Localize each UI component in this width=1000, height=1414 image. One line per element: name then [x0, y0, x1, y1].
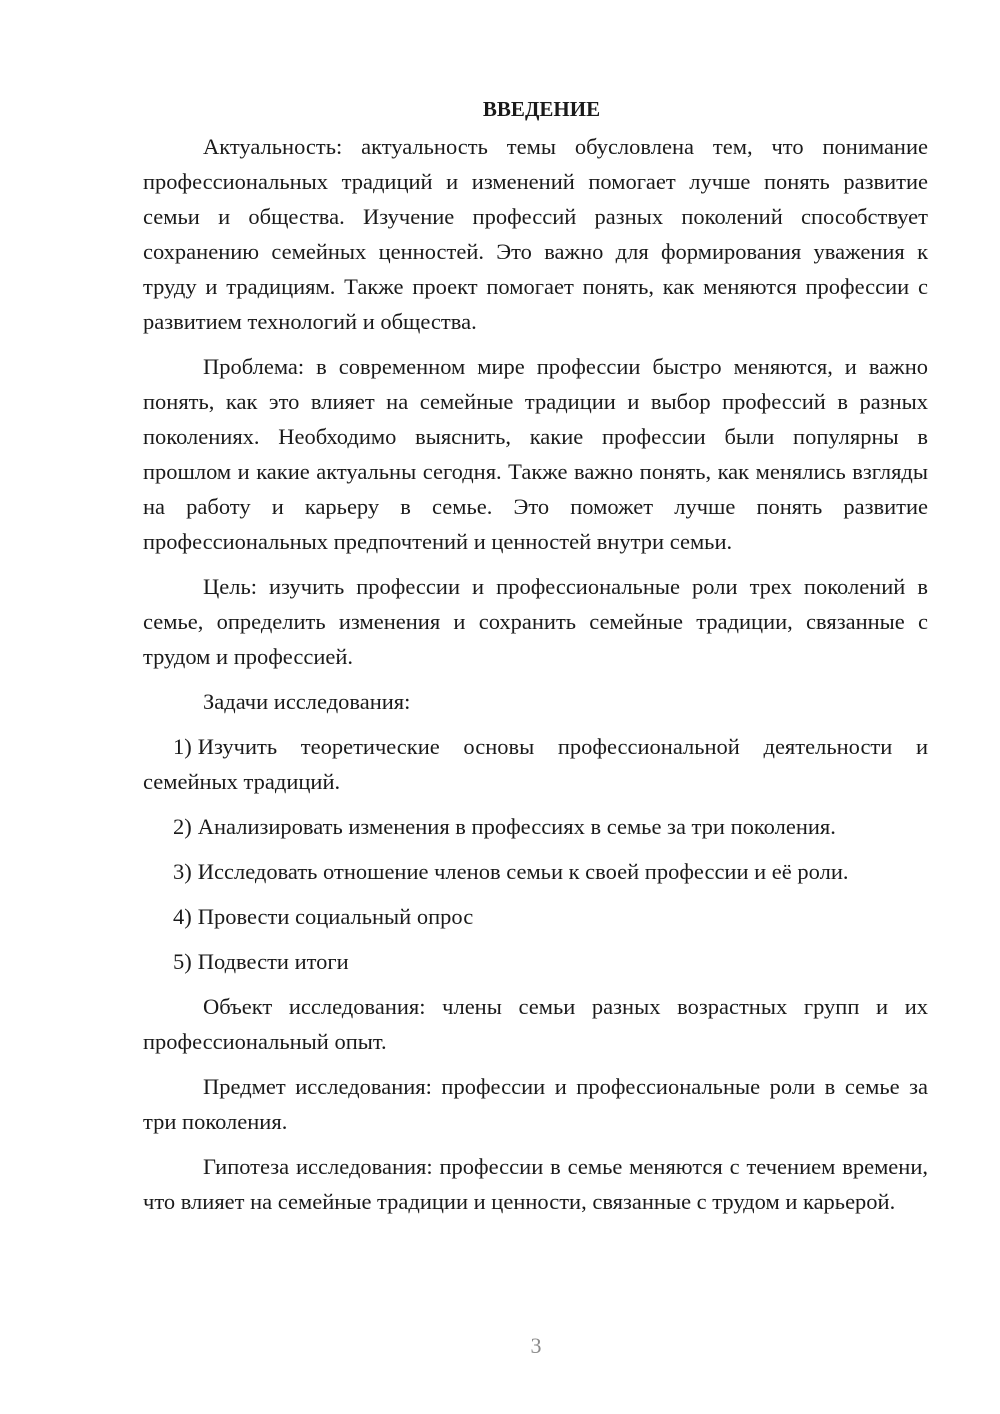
- document-body: [143, 92, 928, 1229]
- task-text: Исследовать отношение членов семьи к своей профессии и её роли.: [197, 859, 849, 884]
- subject-paragraph: Предмет исследования: профессии и профессиональные роли в семье за три поколения.: [143, 1074, 928, 1134]
- relevance-paragraph: Актуальность: актуальность темы обусловлена тем, что понимание профессиональных традиций и изменений помогает лучше понять развитие семьи и общества. Изучение профессий разных поколений способствует сохранению семейных ценностей. Это важно для формирования уважения к труду и традициям. Также проект помогает понять, как меняются профессии с развитием технологий и общества.: [143, 134, 928, 334]
- tasks-list: [143, 729, 928, 979]
- task-number: 5): [173, 949, 192, 974]
- object-paragraph: Объект исследования: члены семьи разных возрастных групп и их профессиональный опыт.: [143, 994, 928, 1054]
- task-text: Провести социальный опрос: [197, 904, 474, 929]
- page-number: 3: [530, 1333, 542, 1358]
- task-text: Анализировать изменения в профессиях в семье за три поколения.: [197, 814, 836, 839]
- task-item: [143, 944, 928, 979]
- task-item: [143, 899, 928, 934]
- task-number: 3): [173, 859, 192, 884]
- task-item: [143, 729, 928, 799]
- task-number: 2): [173, 814, 192, 839]
- problem-paragraph: Проблема: в современном мире профессии быстро меняются, и важно понять, как это влияет на семейные традиции и выбор профессий в разных поколениях. Необходимо выяснить, какие профессии были популярны в прошлом и какие актуальны сегодня. Также важно понять, как менялись взгляды на работу и карьеру в семье. Это поможет лучше понять развитие профессиональных предпочтений и ценностей внутри семьи.: [143, 354, 928, 554]
- goal-paragraph: Цель: изучить профессии и профессиональные роли трех поколений в семье, определить изменения и сохранить семейные традиции, связанные с трудом и профессией.: [143, 574, 928, 669]
- task-item: [143, 809, 928, 844]
- tasks-label: Задачи исследования:: [203, 689, 411, 714]
- task-number: 4): [173, 904, 192, 929]
- task-number: 1): [173, 734, 192, 759]
- section-title: ВВЕДЕНИЕ: [482, 97, 601, 121]
- task-item: [143, 854, 928, 889]
- hypothesis-paragraph: Гипотеза исследования: профессии в семье меняются с течением времени, что влияет на семейные традиции и ценности, связанные с трудом и карьерой.: [143, 1154, 928, 1214]
- task-text: Изучить теоретические основы профессиональной деятельности и семейных традиций.: [143, 734, 928, 794]
- task-text: Подвести итоги: [197, 949, 349, 974]
